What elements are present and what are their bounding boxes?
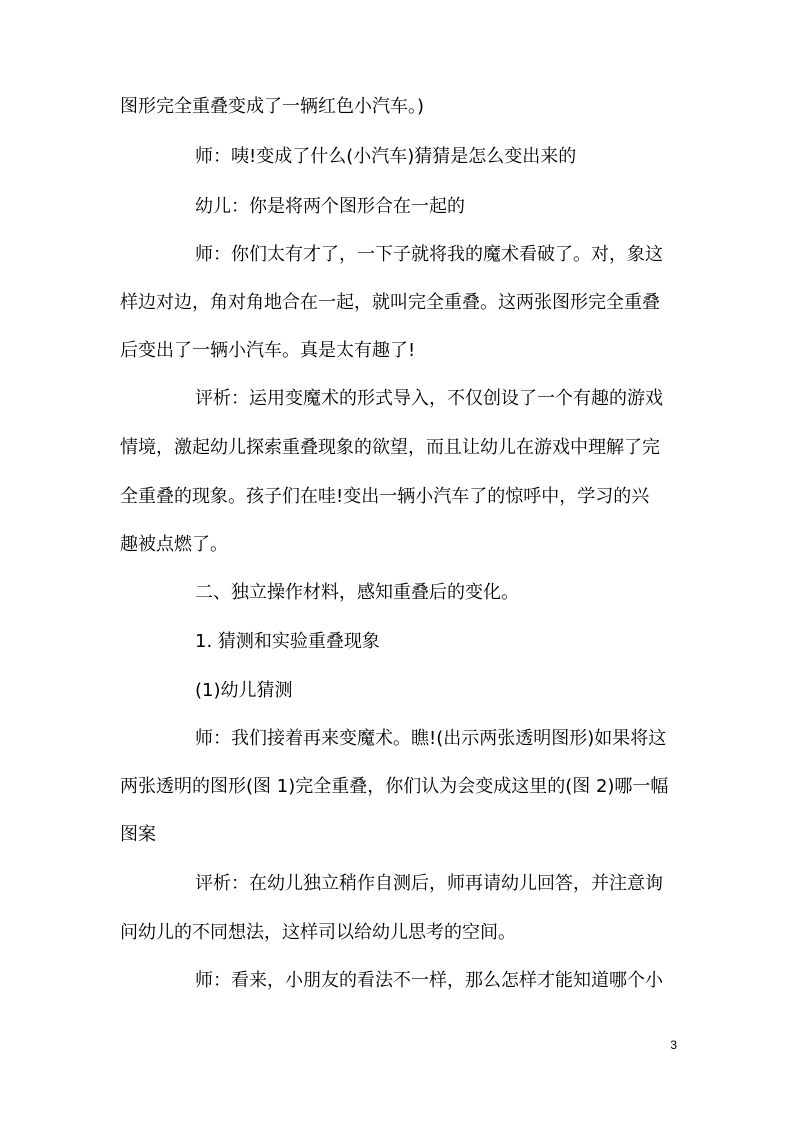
section-heading: 二、独立操作材料，感知重叠后的变化。 — [195, 582, 519, 603]
paragraph-line: 评析：运用变魔术的形式导入，不仅创设了一个有趣的游戏 — [195, 388, 663, 409]
paragraph-line: 幼儿：你是将两个图形合在一起的 — [195, 196, 465, 217]
paragraph-line: 全重叠的现象。孩子们在哇!变出一辆小汽车了的惊呼中，学习的兴 — [120, 486, 650, 507]
subsection-heading: (1)幼儿猜测 — [195, 680, 293, 701]
page-number: 3 — [670, 1038, 677, 1052]
paragraph-line: 两张透明的图形(图 1)完全重叠，你们认为会变成这里的(图 2)哪一幅 — [120, 776, 669, 797]
paragraph-line: 师：你们太有才了，一下子就将我的魔术看破了。对，象这 — [195, 244, 663, 265]
paragraph-line: 趣被点燃了。 — [120, 534, 228, 555]
paragraph-line: 情境，激起幼儿探索重叠现象的欲望，而且让幼儿在游戏中理解了完 — [120, 437, 660, 458]
paragraph-line: 图案 — [120, 824, 156, 845]
paragraph-line: 样边对边，角对角地合在一起，就叫完全重叠。这两张图形完全重叠 — [120, 292, 660, 313]
paragraph-line: 问幼儿的不同想法，这样司以给幼儿思考的空间。 — [120, 922, 516, 943]
paragraph-line: 评析：在幼儿独立稍作自测后，师再请幼儿回答，并注意询 — [195, 873, 663, 894]
subsection-heading: 1. 猜测和实验重叠现象 — [195, 631, 380, 652]
paragraph-line: 师：看来，小朋友的看法不一样，那么怎样才能知道哪个小 — [195, 970, 663, 991]
paragraph-line: 后变出了一辆小汽车。真是太有趣了! — [120, 340, 416, 361]
paragraph-line: 师：咦!变成了什么(小汽车)猜猜是怎么变出来的 — [195, 146, 577, 167]
paragraph-line: 师：我们接着再来变魔术。瞧!(出示两张透明图形)如果将这 — [195, 728, 667, 749]
paragraph-line: 图形完全重叠变成了一辆红色小汽车。) — [120, 96, 425, 117]
